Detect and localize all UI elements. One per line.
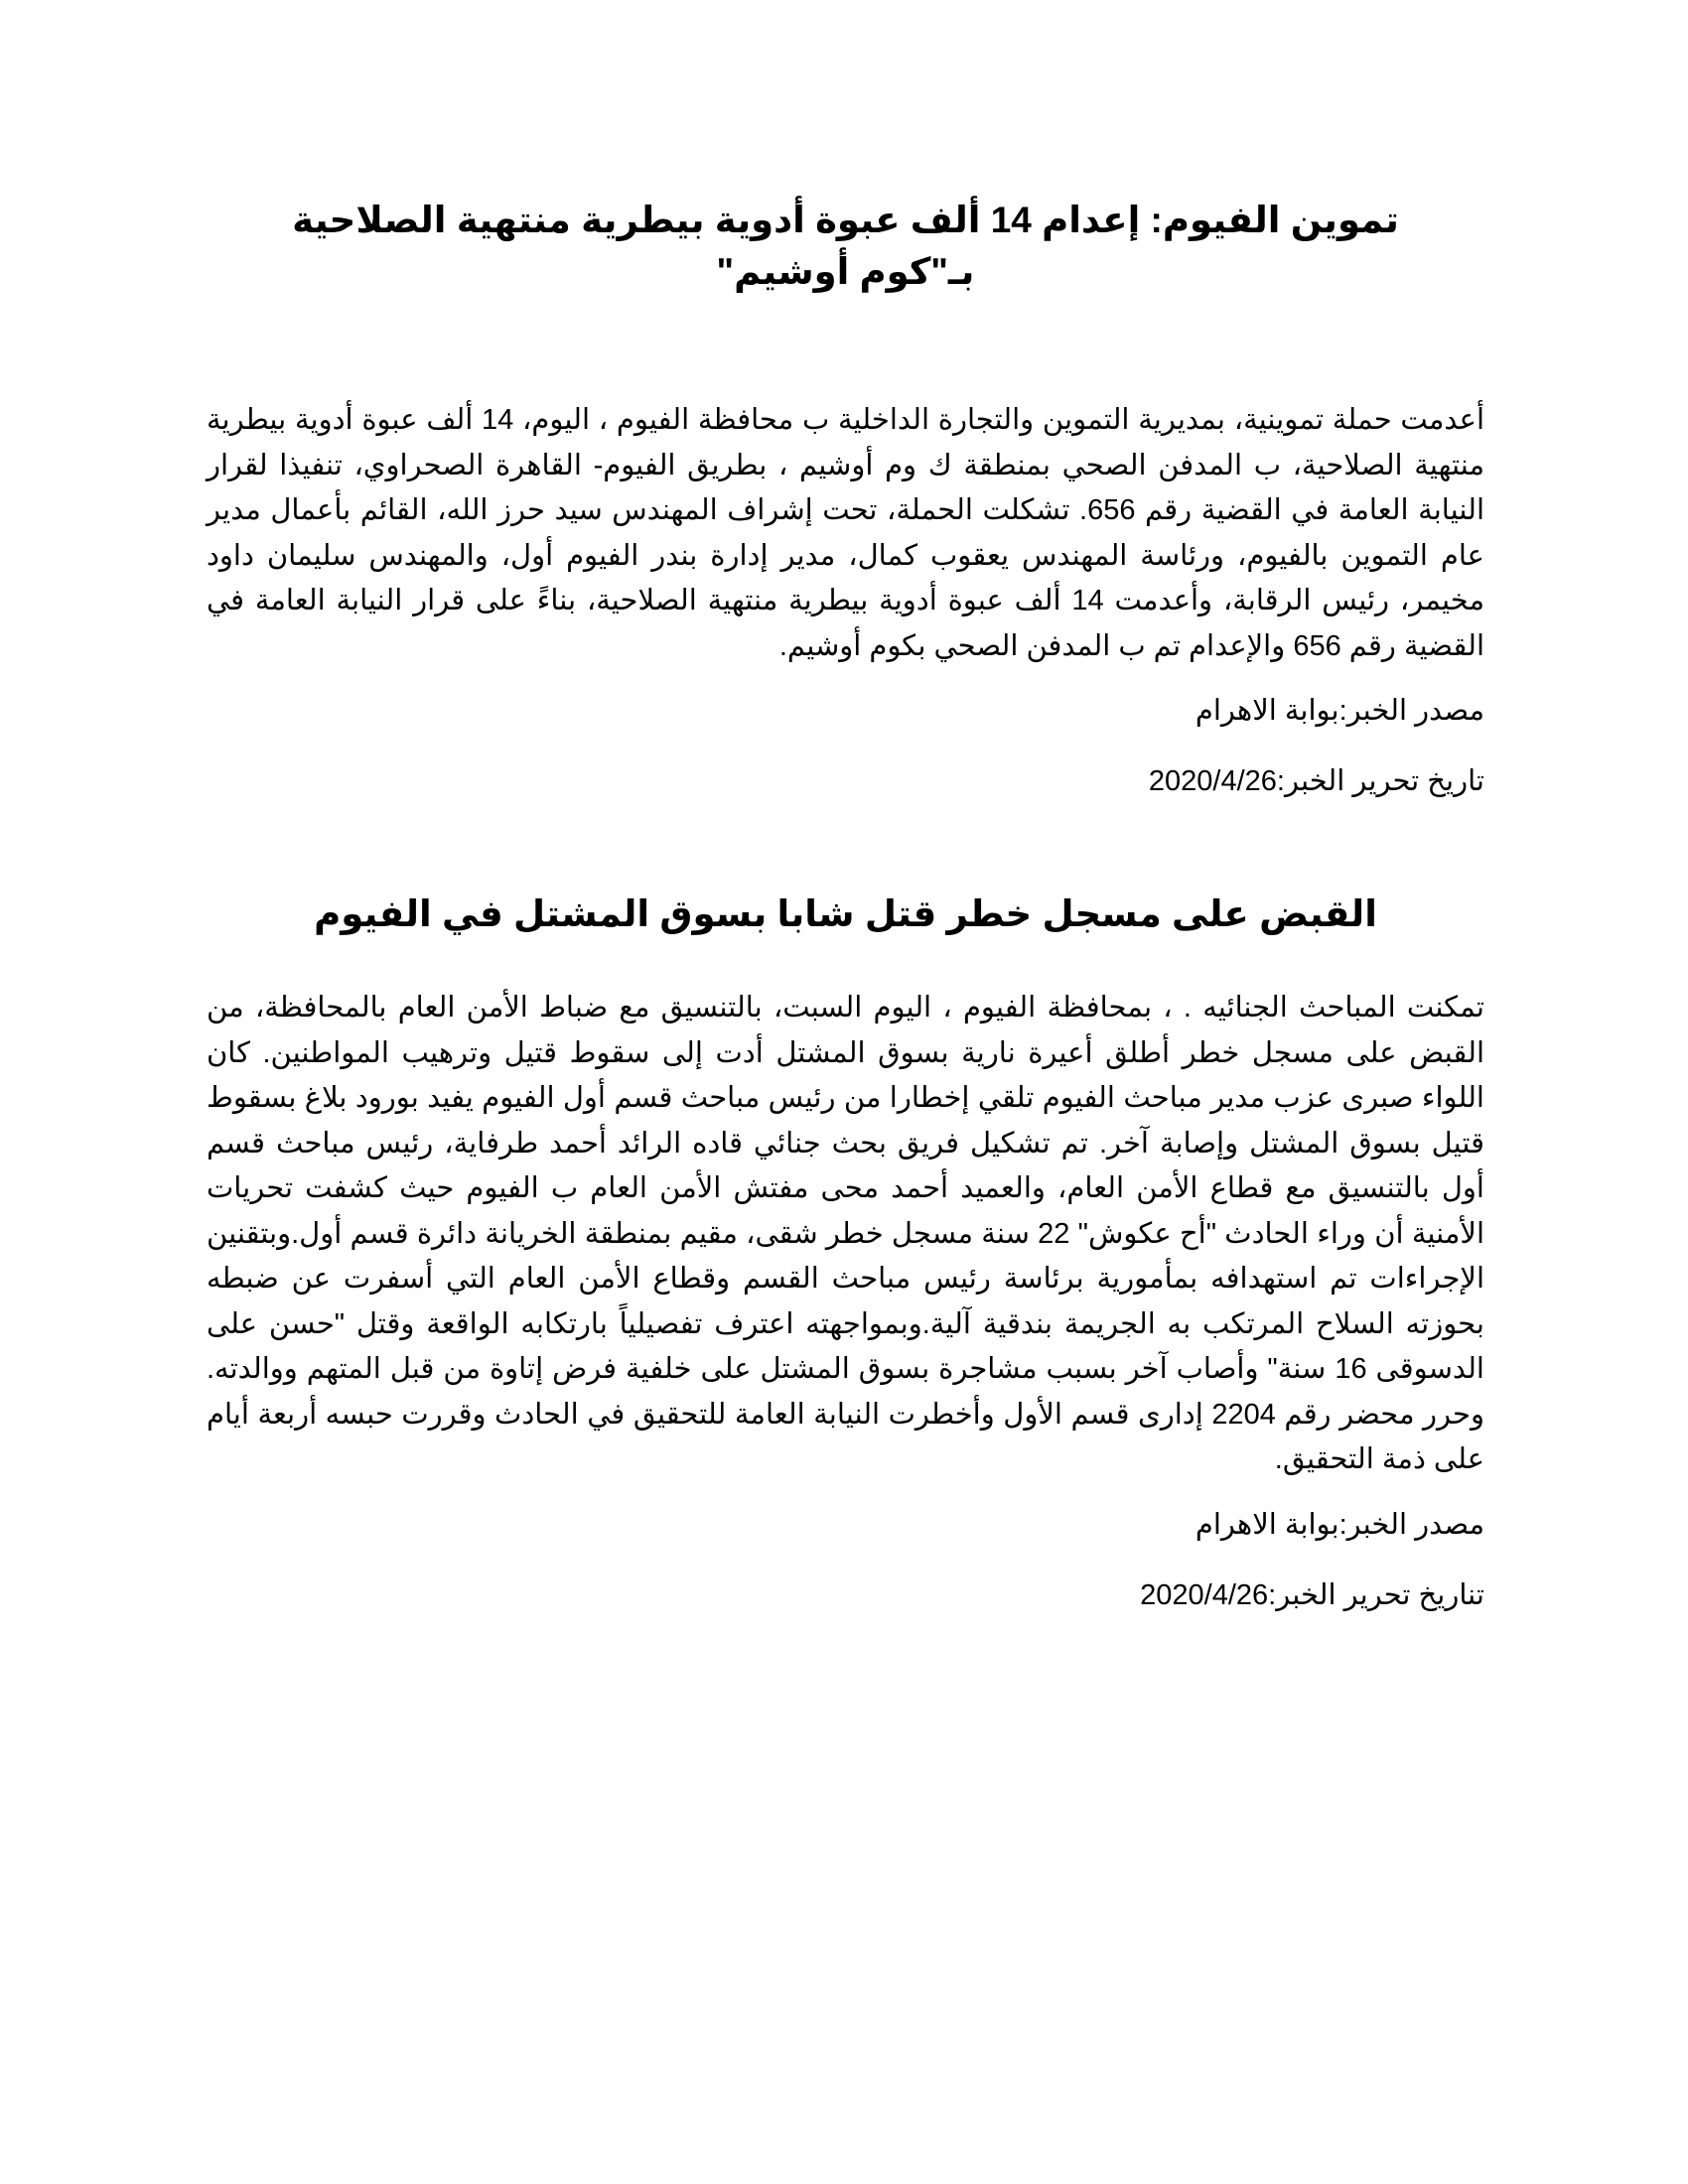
article-title: تموين الفيوم: إعدام 14 ألف عبوة أدوية بيطرية منتهية الصلاحية بـ"كوم أوشيم" bbox=[292, 200, 1399, 292]
article-tamween-fayoum bbox=[207, 195, 1484, 804]
article-source: مصدر الخبر:بوابة الاهرام bbox=[1195, 1508, 1484, 1541]
article-body: تمكنت المباحث الجنائيه . ، بمحافظة الفيوم ، اليوم السبت، بالتنسيق مع ضباط الأمن العام بالمحافظة، من القبض على مسجل خطر أطلق أعيرة نارية بسوق المشتل أدت إلى سقوط قتيل وترهيب المواطنين. كان اللواء صبرى عزب مدير مباحث الفيوم تلقي إخطارا من رئيس مباحث قسم أول الفيوم يفيد بورود بلاغ بسقوط قتيل بسوق المشتل وإصابة آخر. تم تشكيل فريق بحث جنائي قاده الرائد أحمد طرفاية، رئيس مباحث قسم أول بالتنسيق مع قطاع الأمن العام، والعميد أحمد محى مفتش الأمن العام ب الفيوم حيث كشفت تحريات الأمنية أن وراء الحادث "أح عكوش" 22 سنة مسجل خطر شقى، مقيم بمنطقة الخريانة دائرة قسم أول.وبتقنين الإجراءات تم استهدافه بمأمورية برئاسة رئيس مباحث القسم وقطاع الأمن العام التي أسفرت عن ضبطه بحوزته السلاح المرتكب به الجريمة بندقية آلية.وبمواجهته اعترف تفصيلياً بارتكابه الواقعة وقتل "حسن على الدسوقى 16 سنة" وأصاب آخر بسبب مشاجرة بسوق المشتل على خلفية فرض إتاوة من قبل المتهم ووالدته. وحرر محضر رقم 2204 إدارى قسم الأول وأخطرت النيابة العامة للتحقيق في الحادث وقررت حبسه أربعة أيام على ذمة التحقيق. bbox=[207, 992, 1484, 1475]
article-date: تاريخ تحرير الخبر:2020/4/26 bbox=[1148, 765, 1484, 797]
article-body: أعدمت حملة تموينية، بمديرية التموين والتجارة الداخلية ب محافظة الفيوم ، اليوم، 14 ألف عبوة أدوية بيطرية منتهية الصلاحية، ب المدفن الصحي بمنطقة ك وم أوشيم ، بطريق الفيوم- القاهرة الصحراوي، تنفيذا لقرار النيابة العامة في القضية رقم 656. تشكلت الحملة، تحت إشراف المهندس سيد حرز الله، القائم بأعمال مدير عام التموين بالفيوم، ورئاسة المهندس يعقوب كمال، مدير إدارة بندر الفيوم أول، والمهندس سليمان داود مخيمر، رئيس الرقابة، وأعدمت 14 ألف عبوة أدوية بيطرية منتهية الصلاحية، بناءً على قرار النيابة العامة في القضية رقم 656 والإعدام تم ب المدفن الصحي بكوم أوشيم. bbox=[207, 404, 1485, 662]
article-date: تناريخ تحرير الخبر:2020/4/26 bbox=[1140, 1578, 1484, 1611]
article-arrest-fayoum bbox=[207, 888, 1484, 1618]
article-title: القبض على مسجل خطر قتل شابا بسوق المشتل في الفيوم bbox=[314, 893, 1377, 934]
article-source: مصدر الخبر:بوابة الاهرام bbox=[1195, 695, 1484, 727]
